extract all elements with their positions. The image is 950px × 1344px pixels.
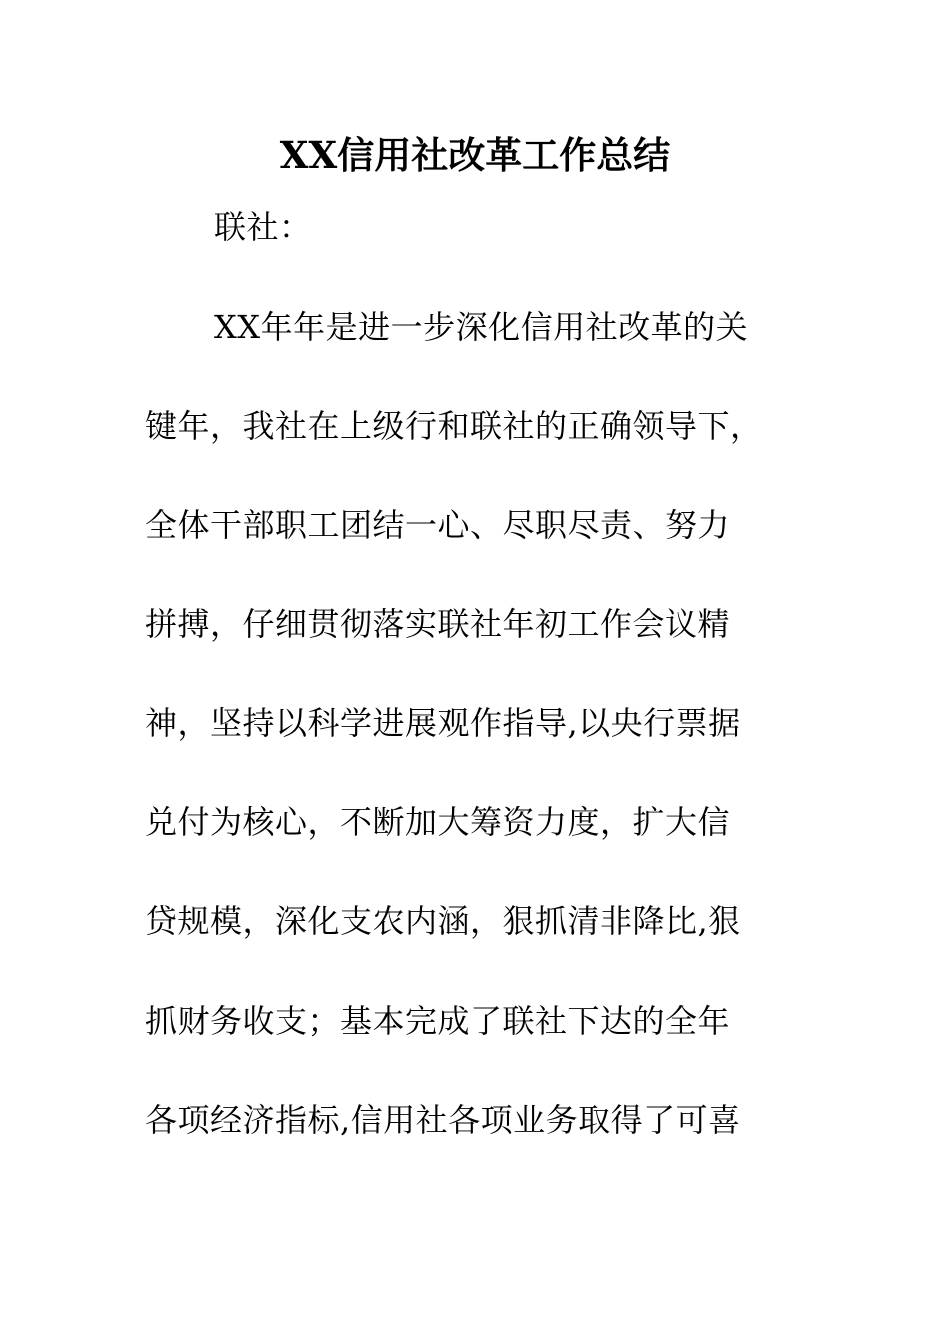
paragraph-line-4: 拼搏，仔细贯彻落实联社年初工作会议精 (145, 605, 731, 643)
salutation: 联社： (214, 208, 312, 246)
paragraph-line-8: 抓财务收支；基本完成了联社下达的全年 (145, 1002, 731, 1040)
paragraph-line-3: 全体干部职工团结一心、尽职尽责、努力 (145, 506, 731, 544)
document-title: XX信用社改革工作总结 (279, 133, 671, 177)
paragraph-line-5: 神，坚持以科学进展观作指导,以央行票据 (145, 704, 741, 742)
paragraph-line-2: 键年，我社在上级行和联社的正确领导下， (145, 407, 763, 445)
paragraph-line-1: XX年年是进一步深化信用社改革的关 (214, 308, 749, 346)
paragraph-line-6: 兑付为核心，不断加大筹资力度，扩大信 (145, 803, 731, 841)
paragraph-line-9: 各项经济指标,信用社各项业务取得了可喜 (145, 1101, 741, 1139)
paragraph-line-7: 贷规模，深化支农内涵，狠抓清非降比,狠 (145, 902, 741, 940)
